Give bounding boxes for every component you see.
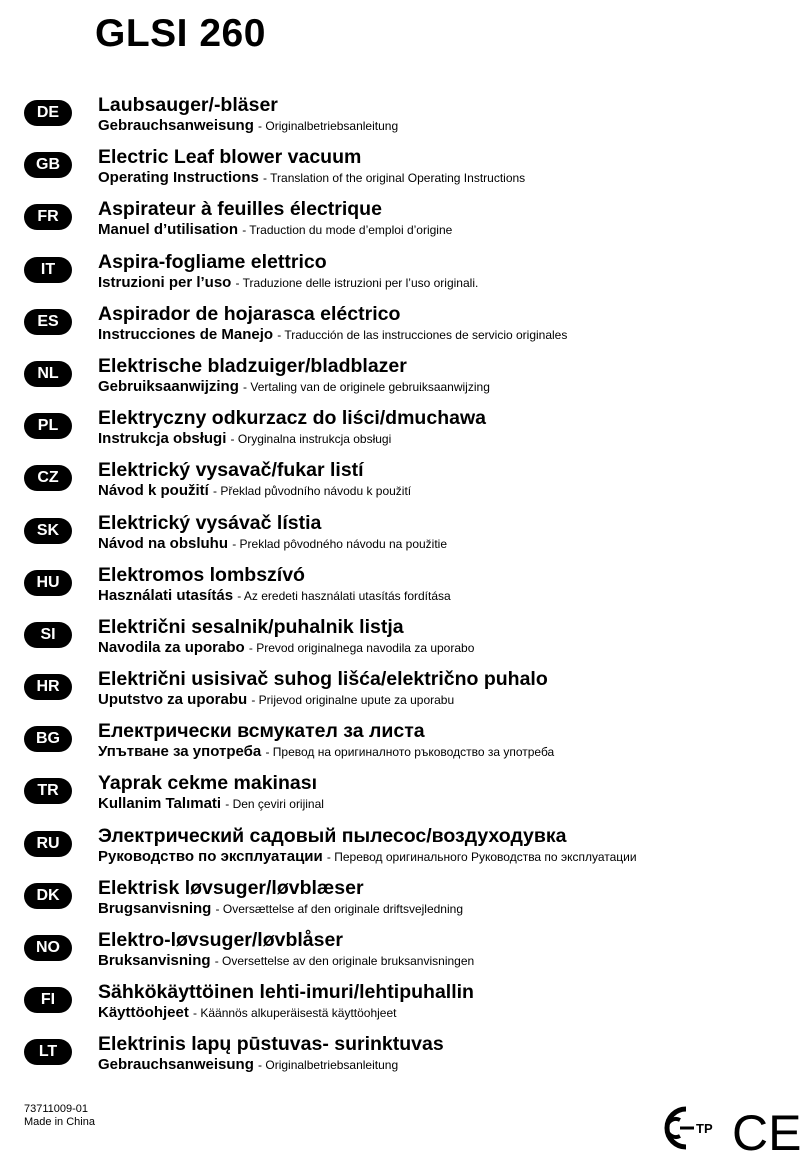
manual-description: - Preklad pôvodného návodu na použitie [232, 536, 448, 551]
language-code-badge: TR [24, 778, 72, 804]
language-entry-pl [24, 407, 794, 459]
manual-description: - Käännös alkuperäisestä käyttöohjeet [193, 1006, 397, 1021]
manual-description: - Originalbetriebsanleitung [258, 119, 399, 133]
language-entry-si [24, 616, 794, 668]
manual-description: - Prevod originalnega navodila za uporabo [248, 640, 475, 655]
language-code-badge: IT [24, 257, 72, 283]
gost-eac-mark-icon [667, 1109, 713, 1147]
language-code-badge: CZ [24, 465, 72, 491]
product-name: Elektrický vysavač/fukar listí [98, 459, 364, 482]
language-code-badge: GB [24, 152, 72, 178]
language-entry-lt [24, 1033, 794, 1085]
manual-description: - Traducción de las instrucciones de servicio originales [277, 327, 568, 342]
manual-title: Gebrauchsanweisung [98, 1056, 254, 1074]
language-entry-sk [24, 512, 794, 564]
language-entry-cz [24, 459, 794, 511]
language-text [98, 877, 463, 918]
manual-title: Operating Instructions [98, 169, 259, 187]
language-code-badge: SI [24, 622, 72, 648]
product-name: Aspirateur à feuilles électrique [98, 198, 382, 221]
manual-title-line [98, 1004, 474, 1022]
made-in: Made in China [24, 1116, 95, 1128]
manual-description: - Превод на оригиналното ръководство за употреба [265, 745, 555, 760]
language-entry-bg [24, 720, 794, 772]
manual-title: Kullanim Talımati [98, 795, 222, 813]
manual-title: Gebruiksaanwijzing [98, 377, 239, 395]
manual-title-line [98, 326, 567, 344]
manual-description: - Oversættelse af den originale driftsvejledning [215, 901, 463, 916]
language-entry-ru [24, 825, 794, 877]
language-text [98, 616, 474, 657]
footer [24, 1103, 95, 1129]
manual-description: - Az eredeti használati utasítás fordítása [237, 588, 451, 603]
language-code-badge: FR [24, 204, 72, 230]
language-code-badge: HR [24, 674, 72, 700]
language-code-badge: RU [24, 831, 72, 857]
language-code-badge: NL [24, 361, 72, 387]
product-name: Aspirador de hojarasca eléctrico [98, 302, 401, 325]
product-name: Aspira-fogliame elettrico [98, 250, 327, 273]
manual-title: Руководство по эксплуатации [98, 847, 323, 865]
language-code-badge: LT [24, 1039, 72, 1065]
manual-title-line [98, 535, 447, 553]
language-text [98, 929, 474, 970]
language-text [98, 772, 324, 813]
language-entry-dk [24, 877, 794, 929]
manual-description: - Oversettelse av den originale bruksanvisningen [214, 954, 475, 968]
language-entry-tr [24, 772, 794, 824]
manual-title: Gebrauchsanweisung [98, 117, 254, 134]
product-name: Elektryczny odkurzacz do liści/dmuchawa [98, 407, 486, 430]
language-code-badge: NO [24, 935, 72, 961]
language-text [98, 825, 637, 866]
language-code-badge: BG [24, 726, 72, 752]
language-text [98, 407, 486, 448]
manual-title: Istruzioni per l’uso [98, 273, 232, 291]
product-name: Elektrische bladzuiger/bladblazer [98, 354, 407, 377]
manual-description: - Перевод оригинального Руководства по эксплуатации [326, 849, 637, 864]
manual-title: Bruksanvisning [98, 952, 211, 969]
product-name: Electric Leaf blower vacuum [98, 146, 362, 169]
manual-title-line [98, 274, 478, 292]
manual-description: - Prijevod originalne upute za uporabu [251, 693, 455, 708]
manual-title-line [98, 221, 452, 239]
document-title: GLSI 260 [95, 12, 266, 55]
manual-title-line [98, 117, 398, 135]
manual-title-line [98, 900, 463, 918]
manual-title-line [98, 587, 451, 605]
language-code-badge: ES [24, 309, 72, 335]
manual-title: Instrukcja obsługi [98, 430, 227, 448]
manual-description: - Vertaling van de originele gebruiksaanwijzing [243, 379, 490, 394]
language-entry-fi [24, 981, 794, 1033]
manual-title-line [98, 169, 525, 187]
product-name: Elektromos lombszívó [98, 563, 305, 586]
manual-title: Navodila za uporabo [98, 638, 245, 656]
language-code-badge: DE [24, 100, 72, 126]
language-entry-gb [24, 146, 794, 198]
manual-title-line [98, 795, 324, 813]
manual-title: Manuel d’utilisation [98, 221, 239, 239]
ce-mark-icon: CE [732, 1105, 802, 1161]
language-entry-fr [24, 198, 794, 250]
manual-title-line [98, 848, 637, 866]
language-text [98, 94, 398, 135]
manual-title-line [98, 482, 411, 500]
language-code-badge: SK [24, 518, 72, 544]
language-entry-hu [24, 564, 794, 616]
language-entry-no [24, 929, 794, 981]
product-name: Sähkökäyttöinen lehti-imuri/lehtipuhallin [98, 981, 474, 1004]
language-text [98, 355, 490, 396]
product-name: Elektrický vysávač lístia [98, 511, 322, 534]
product-name: Yaprak cekme makinası [98, 772, 317, 795]
manual-description: - Den çeviri orijinal [225, 797, 324, 812]
language-text [98, 668, 548, 709]
product-name: Elektrisk løvsuger/løvblæser [98, 876, 364, 899]
language-code-badge: PL [24, 413, 72, 439]
manual-title: Használati utasítás [98, 586, 234, 604]
manual-title-line [98, 639, 474, 657]
manual-title: Instrucciones de Manejo [98, 325, 274, 343]
gost-mark-label: ТР [696, 1121, 713, 1136]
language-text [98, 251, 478, 292]
language-entry-it [24, 251, 794, 303]
language-text [98, 303, 567, 344]
manual-title: Návod na obsluhu [98, 534, 229, 552]
manual-description: - Traduction du mode d’emploi d’origine [242, 223, 453, 238]
manual-description: - Traduzione delle istruzioni per l’uso originali. [235, 275, 479, 290]
manual-title-line [98, 691, 548, 709]
language-list [24, 94, 794, 1086]
language-entry-es [24, 303, 794, 355]
language-text [98, 512, 447, 553]
manual-title-line [98, 378, 490, 396]
language-code-badge: DK [24, 883, 72, 909]
manual-title: Упътване за употреба [98, 743, 262, 761]
manual-title: Uputstvo za uporabu [98, 691, 248, 709]
language-text [98, 981, 474, 1022]
language-text [98, 459, 411, 500]
manual-title-line [98, 430, 486, 448]
manual-title-line [98, 952, 474, 970]
product-name: Električni sesalnik/puhalnik listja [98, 615, 404, 638]
product-name: Електрически всмукател за листа [98, 720, 425, 743]
manual-title: Návod k použití [98, 482, 209, 500]
manual-description: - Oryginalna instrukcja obsługi [230, 432, 392, 447]
language-text [98, 198, 452, 239]
manual-description: - Originalbetriebsanleitung [258, 1058, 399, 1073]
language-code-badge: FI [24, 987, 72, 1013]
language-text [98, 564, 451, 605]
language-text [98, 146, 525, 187]
product-name: Elektrinis lapų pūstuvas- surinktuvas [98, 1033, 444, 1056]
manual-title: Käyttöohjeet [98, 1004, 189, 1022]
product-name: Elektro-løvsuger/løvblåser [98, 929, 343, 951]
language-entry-de [24, 94, 794, 146]
part-number: 73711009-01 [24, 1103, 89, 1115]
certification-marks [656, 1100, 802, 1161]
language-entry-hr [24, 668, 794, 720]
manual-description: - Překlad původního návodu k použití [213, 484, 412, 499]
language-text [98, 1033, 444, 1074]
product-name: Laubsauger/-bläser [98, 94, 278, 116]
product-name: Električni usisivač suhog lišća/električno puhalo [98, 668, 548, 691]
manual-title-line [98, 743, 554, 761]
language-text [98, 720, 554, 761]
manual-description: - Translation of the original Operating Instructions [263, 171, 526, 186]
manual-title-line [98, 1056, 444, 1074]
language-entry-nl [24, 355, 794, 407]
manual-title: Brugsanvisning [98, 899, 212, 917]
product-name: Электрический садовый пылесос/воздуходувка [98, 824, 567, 847]
language-code-badge: HU [24, 570, 72, 596]
